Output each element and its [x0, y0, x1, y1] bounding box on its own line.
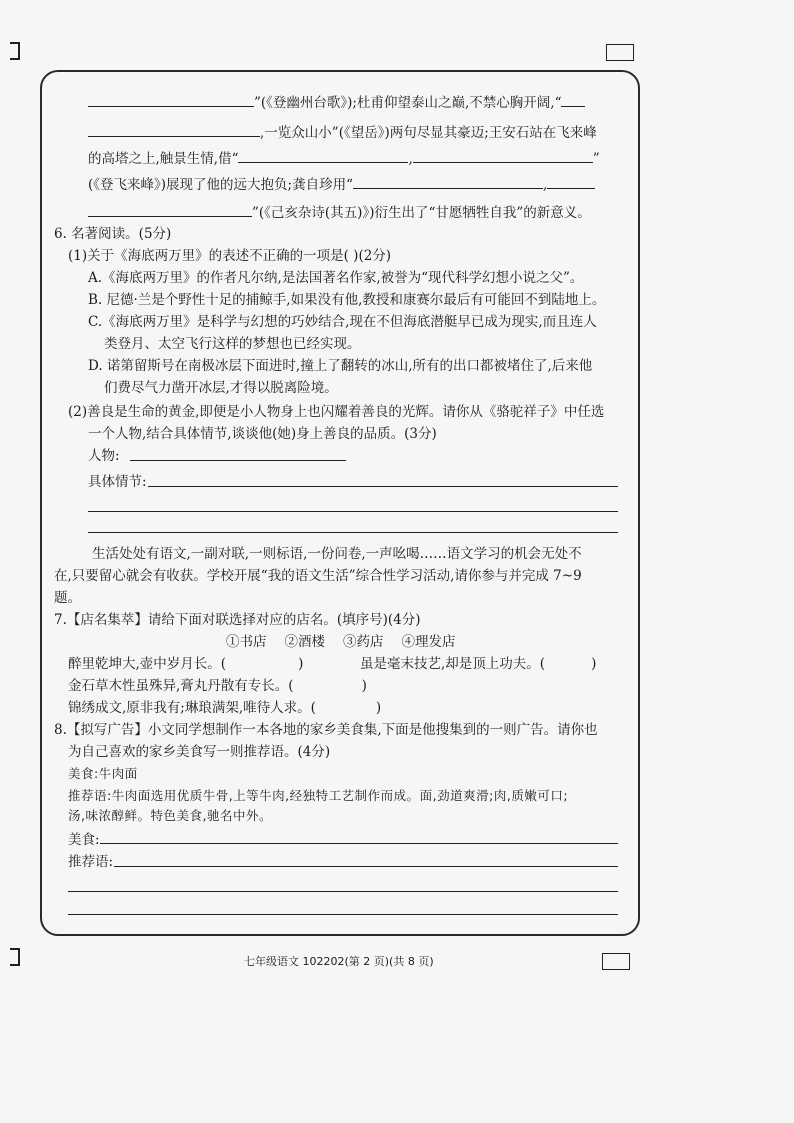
blank[interactable] — [88, 202, 252, 217]
poem-text: ,一览众山小”(《望岳》)两句尽显其豪迈;王安石站在飞来峰 — [260, 125, 597, 141]
couplet-text: ) — [298, 656, 304, 672]
couplet-4 — [68, 698, 381, 718]
plot-answer-line[interactable] — [148, 486, 618, 487]
blank[interactable] — [547, 174, 595, 189]
shop-option: ③药店 — [343, 634, 384, 650]
q6-option-d: D. 诺第留斯号在南极冰层下面进时,撞上了翻转的冰山,所有的出口都被堵住了,后来他 — [88, 358, 593, 374]
shop-option: ②酒楼 — [284, 634, 325, 650]
recommendation-answer-line[interactable] — [68, 914, 618, 915]
poem-text: 的高塔之上,触景生情,借“ — [88, 151, 239, 167]
q8-title: 8.【拟写广告】小文同学想制作一本各地的家乡美食集,下面是他搜集到的一则广告。请你也 — [54, 722, 598, 738]
poem-line-4 — [88, 174, 595, 195]
intro-line-1: 生活处处有语文,一副对联,一则标语,一份问卷,一声吆喝……语文学习的机会无处不 — [92, 546, 582, 562]
shop-options — [226, 632, 474, 652]
q6-option-a: A.《海底两万里》的作者凡尔纳,是法国著名作家,被誉为“现代科学幻想小说之父”。 — [88, 270, 584, 286]
blank[interactable] — [353, 174, 543, 189]
crop-mark-bottom-left — [10, 948, 20, 966]
q6-option-c: C.《海底两万里》是科学与幻想的巧妙结合,现在不但海底潜艇早已成为现实,而且连人 — [88, 314, 597, 330]
couplet-text: 金石草木性虽殊异,膏丸丹散有专长。( — [68, 678, 294, 694]
plot-label: 具体情节: — [88, 474, 147, 490]
blank[interactable] — [88, 122, 260, 137]
q6-sub1: (1)关于《海底两万里》的表述不正确的一项是( )(2分) — [68, 248, 392, 264]
recommendation-answer-line[interactable] — [68, 891, 618, 892]
food-answer-line[interactable] — [100, 843, 618, 844]
example-food: 美食:牛肉面 — [68, 766, 138, 781]
example-recommendation: 推荐语:牛肉面选用优质牛骨,上等牛肉,经独特工艺制作而成。面,劲道爽滑;肉,质嫩可口; — [68, 788, 569, 803]
poem-text: ” — [592, 151, 600, 167]
recommendation-answer-line[interactable] — [114, 866, 618, 867]
blank[interactable] — [561, 92, 585, 107]
couplet-1 — [68, 654, 303, 674]
poem-line-2 — [88, 122, 597, 143]
poem-text: , — [408, 151, 413, 167]
intro-line-2: 在,只要留心就会有收获。学校开展“我的语文生活”综合性学习活动,请你参与并完成 7~9 — [54, 568, 582, 584]
poem-text: (《登飞来峰》)展现了他的远大抱负;龚自珍用“ — [88, 177, 353, 193]
couplet-text: ) — [375, 700, 382, 716]
blank[interactable] — [238, 148, 408, 163]
poem-text: ”(《己亥杂诗(其五)》)衍生出了“甘愿牺牲自我”的新意义。 — [252, 205, 591, 221]
q7-title: 7.【店名集萃】请给下面对联选择对应的店名。(填序号)(4分) — [54, 612, 421, 628]
couplet-text: 锦绣成文,原非我有;琳琅满架,唯待人求。( — [68, 700, 316, 716]
couplet-text: ) — [591, 656, 597, 672]
q6-sub2-cont: 一个人物,结合具体情节,谈谈他(她)身上善良的品质。(3分) — [88, 426, 437, 442]
couplet-2 — [360, 654, 596, 674]
plot-answer-line[interactable] — [88, 511, 618, 512]
couplet-3 — [68, 676, 367, 696]
recommendation-label: 推荐语: — [68, 854, 114, 870]
person-label: 人物: — [88, 448, 120, 464]
blank[interactable] — [88, 92, 254, 107]
shop-option: ①书店 — [226, 634, 267, 650]
score-box-bottom — [602, 953, 630, 970]
food-label: 美食: — [68, 832, 100, 848]
q6-title: 6. 名著阅读。(5分) — [54, 226, 172, 242]
plot-answer-line[interactable] — [88, 532, 618, 533]
couplet-text: 醉里乾坤大,壶中岁月长。( — [68, 656, 227, 672]
example-recommendation-cont: 汤,味浓醇鲜。特色美食,驰名中外。 — [68, 808, 272, 823]
intro-line-3: 题。 — [54, 590, 81, 606]
page-footer: 七年级语文 102202(第 2 页)(共 8 页) — [244, 955, 434, 968]
blank[interactable] — [413, 148, 593, 163]
crop-mark-top-left — [10, 42, 20, 60]
shop-option: ④理发店 — [401, 634, 456, 650]
score-box-top — [606, 44, 634, 61]
poem-text: ”(《登幽州台歌》);杜甫仰望泰山之巅,不禁心胸开阔,“ — [254, 95, 562, 111]
q8-title-cont: 为自己喜欢的家乡美食写一则推荐语。(4分) — [68, 744, 331, 760]
q6-option-b: B. 尼德·兰是个野性十足的捕鲸手,如果没有他,教授和康赛尔最后有可能回不到陆地上。 — [88, 292, 606, 308]
couplet-text: ) — [361, 678, 367, 694]
q6-option-c-cont: 类登月、太空飞行这样的梦想也已经实现。 — [104, 336, 361, 352]
person-answer-line[interactable] — [130, 460, 346, 461]
q6-sub2: (2)善良是生命的黄金,即便是小人物身上也闪耀着善良的光辉。请你从《骆驼祥子》中任选 — [68, 404, 605, 420]
poem-line-1 — [88, 92, 585, 113]
poem-line-5 — [88, 202, 591, 223]
poem-text: , — [542, 177, 548, 193]
q6-option-d-cont: 们费尽气力凿开冰层,才得以脱离险境。 — [104, 380, 338, 396]
couplet-text: 虽是毫末技艺,却是顶上功夫。( — [360, 656, 546, 672]
poem-line-3 — [88, 148, 600, 169]
